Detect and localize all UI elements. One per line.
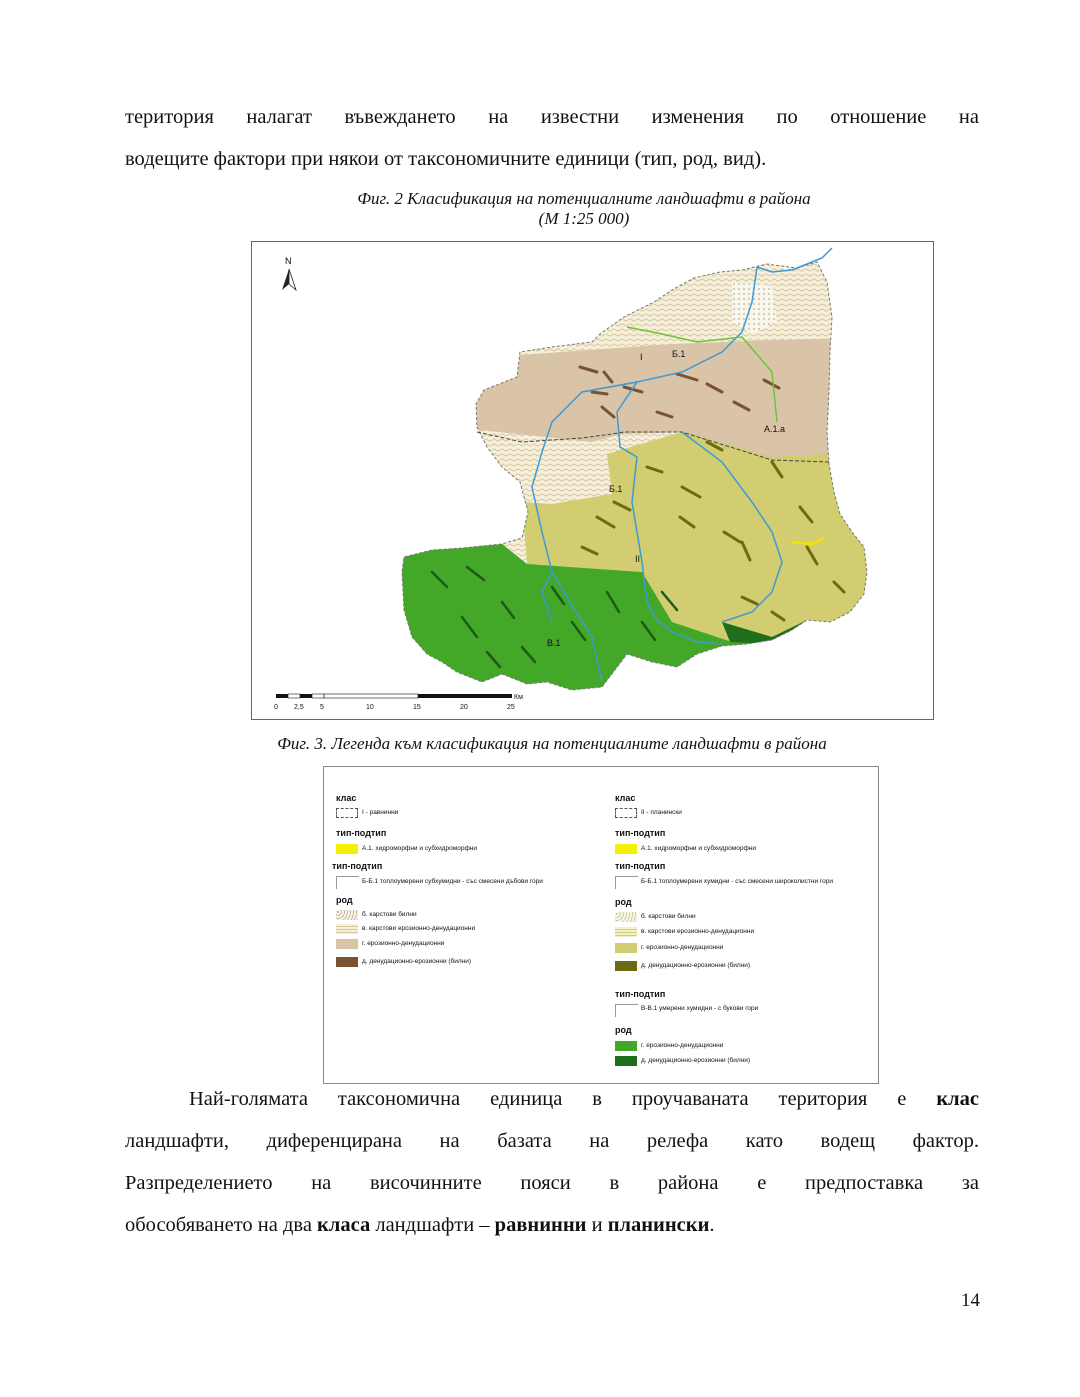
legend-swatch-a1 [615, 844, 637, 854]
text-run: . [709, 1214, 715, 1236]
scale-tick: 5 [320, 704, 324, 711]
label-class-1: I [640, 352, 643, 362]
figure-2-caption-scale: (М 1:25 000) [538, 209, 630, 228]
paragraph-line: Разпределението на височинните пояси в района е предпоставка за [125, 1172, 979, 1194]
legend-swatch-denudation [615, 961, 637, 971]
legend-text: д. денудационно-ерозионни (билни) [362, 958, 472, 965]
legend-swatch-class [336, 808, 358, 818]
legend-text: г. ерозионно-денудационни [641, 944, 724, 951]
legend-swatch-denudation [336, 957, 358, 967]
legend-text: в. карстови ерозионно-денудационни [362, 925, 476, 932]
legend-heading: тип-подтип [615, 989, 666, 999]
legend-heading: клас [615, 793, 636, 803]
label-a1a: А.1.а [764, 424, 786, 434]
scale-unit: Км [514, 694, 523, 701]
legend-heading: тип-подтип [332, 861, 383, 871]
legend-swatch-b1 [336, 876, 359, 889]
legend-text: I - равнинни [362, 809, 399, 816]
paragraph-intro [125, 96, 979, 180]
paragraph-line: територия налагат въвеждането на известни изменения по отношение на [125, 106, 979, 128]
legend-text: б. карстови билни [362, 911, 417, 918]
legend-heading: род [615, 897, 632, 907]
legend-text: Б-Б.1 топлоумерени хумидни - със смесени широколистни гори [641, 878, 834, 885]
legend-text: д. денудационно-ерозионни (билни) [641, 962, 751, 969]
landscape-map [251, 241, 934, 720]
legend-heading: клас [336, 793, 357, 803]
figure-2-caption-title: Фиг. 2 Класификация на потенциалните ландшафти в района [357, 189, 811, 208]
paragraph-classes [125, 1078, 979, 1246]
legend-text: г. ерозионно-денудационни [362, 940, 445, 947]
scale-tick: 0 [274, 704, 278, 711]
legend-swatch-erosion [336, 939, 358, 949]
legend-swatch-a1 [336, 844, 358, 854]
legend-swatch-erosion [615, 943, 637, 953]
text-run: ландшафти – [370, 1214, 495, 1236]
legend-box [323, 766, 879, 1084]
scale-tick: 10 [366, 704, 374, 711]
text-run: Най-голямата таксономична единица в проучаваната територия е [189, 1088, 937, 1110]
legend-swatch-forest-erosion [615, 1041, 637, 1051]
legend-heading: род [336, 895, 353, 905]
legend-swatch-karst-erosion [336, 924, 358, 934]
legend-swatch-v1 [615, 1004, 638, 1017]
legend-swatch-forest-ridge [615, 1056, 637, 1066]
legend-text: г. ерозионно-денудационни [641, 1042, 724, 1049]
legend-swatch-karst-ridge [615, 912, 637, 922]
legend-swatch-b1 [615, 876, 638, 889]
bold-term: класа [317, 1214, 371, 1236]
legend-text: Б-Б.1 топлоумерени субхумидни - със смесени дъбови гори [362, 878, 543, 885]
legend-text: д. денудационно-ерозионни (билни) [641, 1057, 751, 1064]
page-number: 14 [961, 1290, 980, 1311]
map-canvas [252, 242, 933, 719]
legend-heading: тип-подтип [615, 828, 666, 838]
scale-tick: 15 [413, 704, 421, 711]
scale-bar [276, 694, 512, 698]
legend-text: А.1. хидроморфни и субхидроморфни [641, 845, 757, 852]
legend-heading: тип-подтип [615, 861, 666, 871]
figure-2-caption [44, 189, 1080, 229]
map-regions [252, 242, 933, 719]
label-b1-mid: Б.1 [609, 484, 623, 494]
scale-tick: 2,5 [294, 704, 304, 711]
legend-heading: род [615, 1025, 632, 1035]
paragraph-line: ландшафти, диференцирана на базата на релефа като водещ фактор. [125, 1130, 979, 1152]
bold-term: планински [607, 1214, 710, 1236]
legend-text: в. карстови ерозионно-денудационни [641, 928, 755, 935]
legend-text: б. карстови билни [641, 913, 696, 920]
scale-tick: 20 [460, 704, 468, 711]
north-label: N [285, 256, 292, 266]
text-run: и [586, 1214, 608, 1236]
label-v1: В.1 [547, 638, 561, 648]
paragraph-line: водещите фактори при някои от таксономичните единици (тип, род, вид). [125, 148, 767, 170]
label-b1-top: Б.1 [672, 349, 686, 359]
legend-heading: тип-подтип [336, 828, 387, 838]
paragraph-line [125, 1078, 979, 1120]
figure-3-caption: Фиг. 3. Легенда към класификация на потенциалните ландшафти в района [277, 734, 827, 753]
legend-text: А.1. хидроморфни и субхидроморфни [362, 845, 478, 852]
legend-text: II - планински [641, 809, 682, 816]
text-run: обособяването на два [125, 1214, 318, 1236]
legend-text: В-В.1 умерени хумидни - с букови гори [641, 1005, 759, 1012]
bold-term: равнинни [494, 1214, 587, 1236]
legend-swatch-class [615, 808, 637, 818]
scale-tick: 25 [507, 704, 515, 711]
bold-term: клас [936, 1088, 979, 1110]
label-class-2: II [635, 554, 641, 564]
paragraph-line [125, 1204, 979, 1246]
legend-swatch-karst-erosion [615, 927, 637, 937]
legend-swatch-karst-ridge [336, 910, 358, 920]
